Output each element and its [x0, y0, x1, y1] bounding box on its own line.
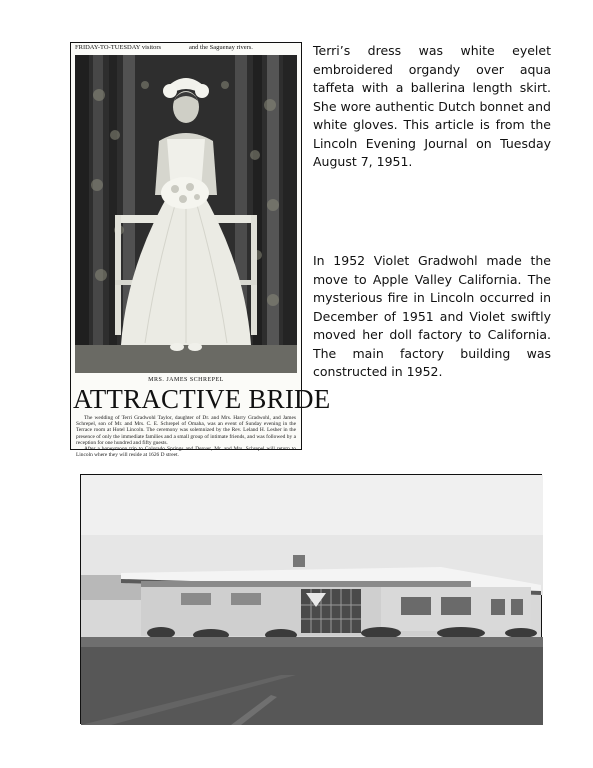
clipping-headline: ATTRACTIVE BRIDE — [73, 384, 331, 414]
factory-building-photo — [80, 474, 542, 724]
photo-caption: MRS. JAMES SCHREPEL — [148, 377, 224, 383]
bride-photo — [75, 55, 297, 373]
factory-move-paragraph: In 1952 Violet Gradwohl made the move to Apple Valley California. The mysterious fire in Lincoln occurred in December of 1951 and Violet swiftly moved her doll factory to California. The main factory building was constructed in 1952. — [313, 253, 551, 379]
clipping-article — [76, 415, 296, 458]
newspaper-clipping — [70, 42, 331, 459]
clipping-header-left: FRIDAY-TO-TUESDAY visitors — [75, 44, 162, 51]
article-paragraph: The wedding of Terri Gradwohl Taylor, daughter of Dr. and Mrs. Harry Gradwohl, and James Schrepel, son of Mr. and Mrs. C. E. Schrepel of Omaha, was an event of Sunday evening in the Terrace room at Hotel Lincoln. The ceremony was solemnized by the Rev. Leland H. Lesher in the presence of only the immediate families and a small group of intimate friends, and was followed by a reception for one hundred and fifty guests. — [76, 415, 296, 446]
article-paragraph: After a honeymoon trip to Colorado Springs and Denver, Mr. and Mrs. Schrepel will return to Lincoln where they will reside at 1626 D street. — [76, 446, 296, 459]
clipping-header-right: and the Saguenay rivers. — [189, 44, 253, 51]
dress-description-paragraph: Terri’s dress was white eyelet embroidered organdy over aqua taffeta with a ballerina length skirt. She wore authentic Dutch bonnet and white gloves. This article is from the Lincoln Evening Journal on Tuesday August 7, 1951. — [313, 43, 551, 169]
clipping-header — [73, 44, 299, 54]
